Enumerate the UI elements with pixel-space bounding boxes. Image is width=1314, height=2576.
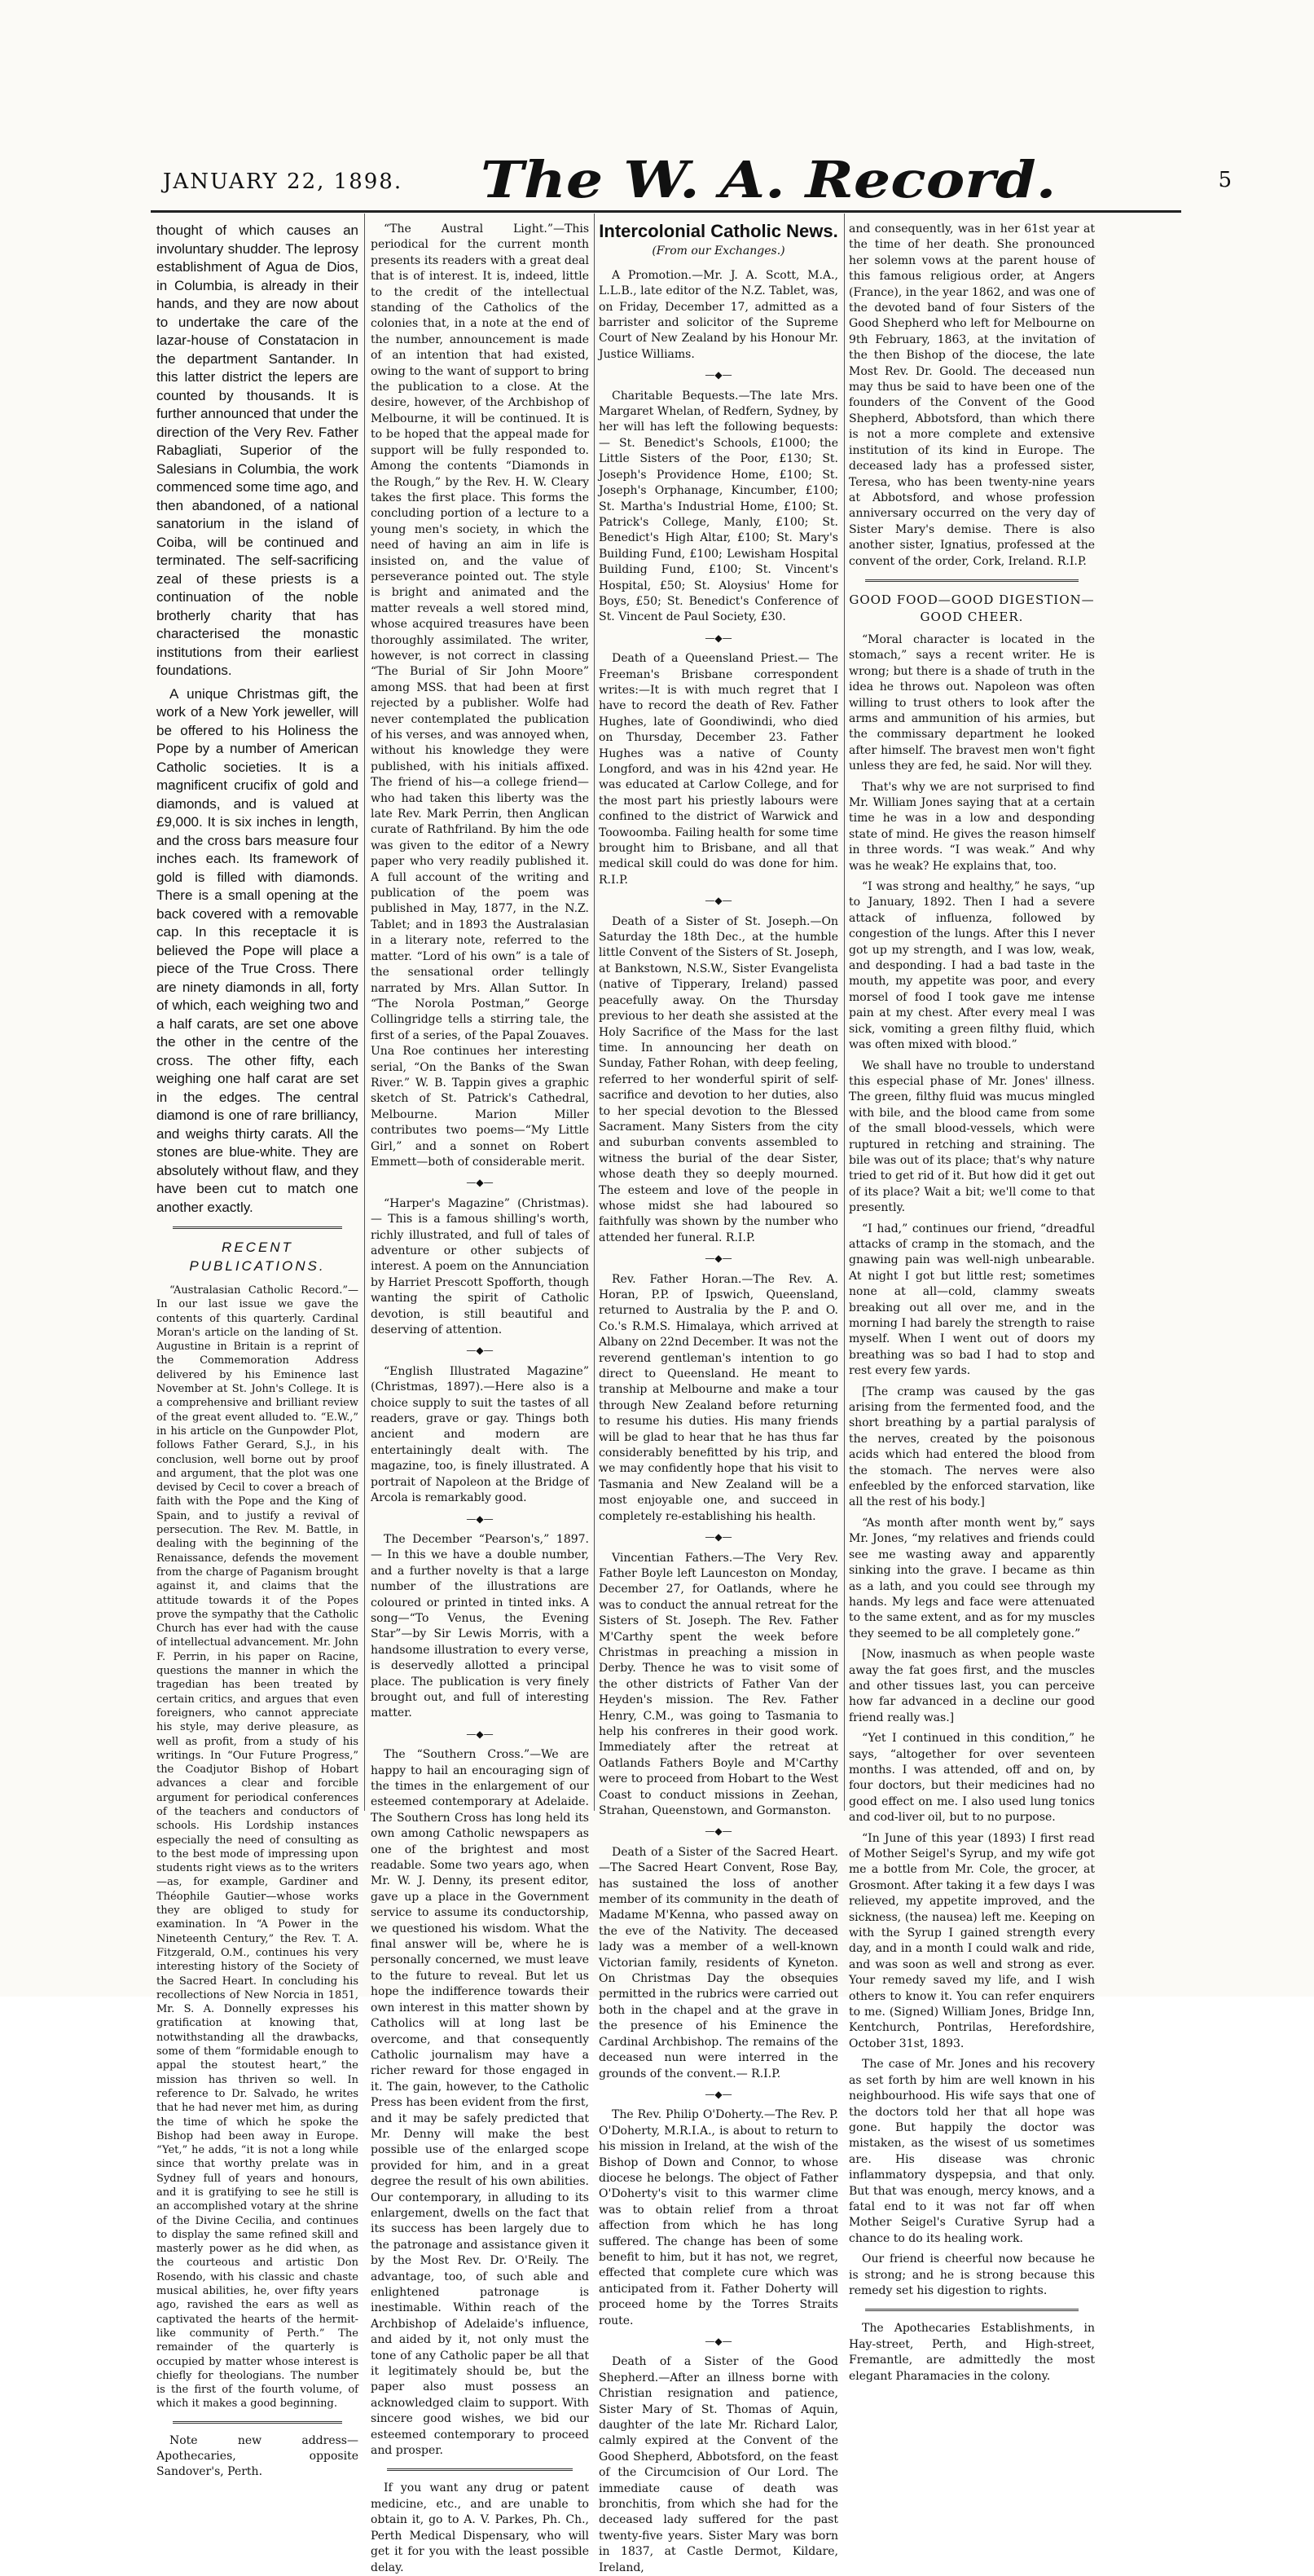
harpers-review: “Harper's Magazine” (Christmas).— This is a famous shilling's worth, richly illustrated, and full of tales of adventure or other subjects of interest. A poem on the Annunciation by Harriet Prescott Spofforth, though wanting the spirit of Catholic devotion, is still beautiful and deserving of attention. [371, 1196, 589, 1337]
article-paragraph: [Now, inasmuch as when people waste away the fat goes first, and the muscles and other tissues last, you can perceive how far advanced in a decline our good friend really was.] [849, 1648, 1095, 1724]
page-header [98, 150, 1238, 210]
ornament-separator: —◆— [466, 1177, 494, 1189]
section-divider [865, 579, 1079, 582]
christmas-gift-paragraph: A unique Christmas gift, the work of a New York jeweller, will be offered to his Holiness the Pope by a number of American Catholic societies. It is a magnificent crucifix of gold and diamonds, and is valued at £9,000. It is six inches in length, and the cross bars measure four inches each. Its framework of gold is filled with diamonds. There is a small opening at the back covered with a removable cap. In this receptacle it is believed the Pope will place a piece of the True Cross. There are ninety diamonds in all, forty of which, each weighing two and a half carats, are set one above the other in the centre of the cross. The other fifty, each weighing one half carat are set in the edges. The central diamond is one of rare brilliancy, and weighs thirty carats. All the stones are blue-white. They are absolutely without flaw, and they have been cut to match one another exactly. [156, 685, 358, 1215]
news-item: The Rev. Philip O'Doherty.—The Rev. P. O'Doherty, M.R.I.A., is about to return to his mission in Ireland, at the wish of the Bishop of Down and Connor, to whose diocese he belongs. The object of Father O'Doherty's visit to this warmer clime was to obtain relief from a throat affection from which he has long suffered. The change has been of some benefit to him, but it has not, we regret, effected that complete cure which was anticipated from it. Father Doherty will proceed home by the Torres Straits route. [599, 2108, 838, 2327]
parkes-advertisement: If you want any drug or patent medicine, etc., and are unable to obtain it, go to A. V. Parkes, Ph. Ch., Perth Medical Dispensary, who will get it for you with the least possible delay. [371, 2481, 589, 2574]
column-divider [844, 214, 845, 1811]
ornament-separator: —◆— [705, 1531, 732, 1543]
ornament-separator: —◆— [705, 2336, 732, 2347]
exchanges-subtitle: (From our Exchanges.) [652, 244, 785, 258]
article-paragraph: “Yet I continued in this condition,” he says, “altogether for over seventeen months. I was attended, off and on, by four doctors, but their medicines had no good effect on me. I also used lung tonics and cod-liver oil, but to no purpose. [849, 1732, 1095, 1825]
article-paragraph: “I had,” continues our friend, “dreadful attacks of cramp in the stomach, and the gnawing pain was well-nigh unbearable. At night I got but little rest; sometimes none at all—cold, clammy sweats breaking out all over me, and in the morning I had barely the strength to raise myself. When I went out of doors my breathing was so bad I had to stop and rest every few yards. [849, 1222, 1095, 1378]
page-number: 5 [1218, 168, 1232, 192]
column-divider [364, 214, 365, 1811]
news-item: Death of a Sister of the Good Shepherd.—After an illness borne with Christian resignation and patience, Sister Mary of St. Thomas of Aquin, daughter of the late Mr. Richard Lalor, calmly expired at the Convent of the Good Shepherd, Abbotsford, on the feast of the Circumcision of Our Lord. The immediate cause of death was bronchitis, from which she had for the deceased lady suffered for the past twenty-five years. Sister Mary was born in 1837, at Castle Dermot, Kildare, Ireland, [599, 2355, 838, 2574]
article-paragraph: Our friend is cheerful now because he is strong; and he is strong because this remedy set his digestion to rights. [849, 2252, 1095, 2297]
news-item: A Promotion.—Mr. J. A. Scott, M.A., L.L.B., late editor of the N.Z. Tablet, was, on Friday, December 17, admitted as a barrister and solicitor of the Supreme Court of New Zealand by his Honour Mr. Justice Williams. [599, 268, 838, 361]
column-3 [599, 221, 838, 2574]
article-paragraph: “Moral character is located in the stomach,” says a recent writer. He is wrong; but there is a shade of truth in the idea he throws out. Napoleon was often willing to trust others to look after the arms and ammunition of his armies, but the commissary department he looked after himself. The bravest men won't fight unless they are fed, he said. Nor will they. [849, 632, 1095, 773]
ornament-separator: —◆— [466, 1728, 494, 1740]
section-divider [387, 2468, 573, 2471]
ornament-separator: —◆— [705, 2088, 732, 2100]
column-2 [371, 222, 589, 2574]
southern-cross-review: The “Southern Cross.”—We are happy to hail an encouraging sign of the times in the enlargement of our esteemed contemporary at Adelaide. The Southern Cross has long held its own among Catholic newspapers as one of the brightest and most readable. Some two years ago, when Mr. W. J. Denny, its present editor, gave up a place in the Government service to assume its conductorship, we questioned his wisdom. What the final answer will be, where he is personally concerned, we must leave to the future to reveal. But let us hope the indifference towards their own interest in this matter shown by Catholics will at long last be overcome, and that consequently Catholic journalism may have a richer reward for those engaged in it. The gain, however, to the Catholic Press has been evident from the first, and it may be safely predicted that Mr. Denny will make the best possible use of the enlarged scope provided for him, and in a great degree the result of his own abilities. Our contemporary, in alluding to its enlargement, dwells on the fact that its success has been largely due to the patronage and assistance given it by the Most Rev. Dr. O'Reily. The advantage, too, of such able and enlightened patronage is inestimable. Within reach of the Archbishop of Adelaide's influence, and aided by it, not only must the tone of any Catholic paper be all that it legitimately should be, but the paper also must possess an acknowledged claim to support. With sincere good wishes, we bid our esteemed contemporary to proceed and prosper. [371, 1748, 589, 2458]
pearsons-review: The December “Pearson's,” 1897.— In this we have a double number, and a further novelty is that a large number of the illustrations are coloured or printed in tinted inks. A song—“To Venus, the Evening Star”—by Sir Lewis Morris, with a handsome illustration to every verse, is deservedly allotted a principal place. The publication is very finely brought out, and full of interesting matter. [371, 1532, 589, 1720]
column-divider [594, 214, 595, 1811]
article-paragraph: [The cramp was caused by the gas arising from the fermented food, and the short breathing by a partial paralysis of the nerves, created by the poisonous acids which had entered the blood from the stomach. The nerves were also enfeebled by the enforced starvation, like all the rest of his body.] [849, 1385, 1095, 1509]
issue-date: JANUARY 22, 1898. [163, 170, 403, 194]
ornament-separator: —◆— [705, 1253, 732, 1265]
article-paragraph: “As month after month went by,” says Mr. Jones, “my relatives and friends could see me wasting away and apparently sinking into the grave. I became as thin as a lath, and you could see through my hands. My legs and face were attenuated to the same extent, and as for my muscles they seemed to be all completely gone.” [849, 1516, 1095, 1640]
section-divider [173, 1226, 342, 1229]
recent-publications-heading: RECENT PUBLICATIONS. [189, 1240, 326, 1274]
austral-light-review: “The Austral Light.”—This periodical for the current month presents its readers with a great deal that is of interest. It is, indeed, little to the credit of the intellectual standing of the Catholics of the colonies that, in a note at the end of the number, announcement is made of an intention that had existed, owing to the want of support to bring the publication to a close. At the desire, however, of the Archbishop of Melbourne, it will be continued. It is to be hoped that the appeal made for support will be fully responded to. Among the contents “Diamonds in the Rough,” by the Rev. H. W. Cleary takes the first place. This forms the concluding portion of a lecture to a young men's society, in which the need of having an aim in life is insisted on, and the value of perseverance pointed out. The style is bright and animated and the matter reveals a well stored mind, whose acquired treasures have been thoroughly assimilated. The writer, however, is not correct in classing “The Burial of Sir John Moore” among MSS. that had been at first rejected by a publisher. Wolfe had never contemplated the publication of his verses, and was annoyed when, without his knowledge they were published, with his initials affixed. The friend of his—a college friend—who had taken this liberty was the late Rev. Mark Perrin, then Anglican curate of Rathfriland. By him the ode was given to the editor of a Newry paper who very readily published it. A full account of the writing and publication of the poem was published in May, 1877, in the N.Z. Tablet; and in 1893 the Australasian in a literary note, referred to the matter. “Lord of his own” is a tale of the sensational order tellingly narrated by Mrs. Allan Suttor. In “The Norola Postman,” George Collingridge tells a stirring tale, the first of a series, of the Papal Zouaves. Una Roe continues her interesting serial, “On the Banks of the Swan River.” W. B. Tappin gives a graphic sketch of St. Patrick's Cathedral, Melbourne. Marion Miller contributes two poems—“My Little Girl,” and a sonnet on Robert Emmett—both of considerable merit. [371, 222, 589, 1169]
column-1 [156, 222, 358, 2478]
intercolonial-news-title: Intercolonial Catholic News. [599, 221, 838, 241]
news-item: Charitable Bequests.—The late Mrs. Margaret Whelan, of Redfern, Sydney, by her will has left the following bequests:— St. Benedict's Schools, £1000; the Little Sisters of the Poor, £130; St. Joseph's Providence Home, £100; St. Joseph's Orphanage, Kincumber, £100; St. Martha's Industrial Home, £100; St. Patrick's College, Manly, £100; St. Benedict's High Altar, £100; St. Mary's Building Fund, £100; Lewisham Hospital Building Fund, £100; St. Vincent's Hospital, £50; St. Aloysius' Home for Boys, £50; St. Benedict's Conference of St. Vincent de Paul Society, £30. [599, 389, 838, 624]
header-rule [151, 210, 1181, 213]
news-item: Rev. Father Horan.—The Rev. A. Horan, P.P. of Ipswich, Queensland, returned to Australia by the P. and O. Co.'s R.M.S. Himalaya, which arrived at Albany on 22nd December. It was not the reverend gentleman's intention to go direct to Queensland. He meant to tranship at Melbourne and make a tour through New Zealand before returning to resume his duties. His many friends will be glad to hear that he has thus far considerably benefitted by his trip, and we may confidently hope that his visit to Tasmania and New Zealand will be a most enjoyable one, and succeed in completely re-establishing his health. [599, 1272, 838, 1523]
masthead-title: The W. A. Record. [481, 150, 1057, 209]
ornament-separator: —◆— [705, 895, 732, 907]
article-paragraph: That's why we are not surprised to find Mr. William Jones saying that at a certain time he was in a low and desponding state of mind. He gives the reason himself in three words. “I was weak.” And why was he weak? He explains that, too. [849, 780, 1095, 873]
ornament-separator: —◆— [705, 632, 732, 644]
column-4 [849, 222, 1095, 2383]
address-note: Note new address—Apothecaries, opposite Sandover's, Perth. [156, 2433, 358, 2478]
good-shepherd-continued: and consequently, was in her 61st year at the time of her death. She pronounced her solemn vows at the parent house of this famous religious order, at Angers (France), in the year 1862, and was one of the devoted band of four Sisters of the Good Shepherd who left for Melbourne on 9th February, 1863, at the invitation of the then Bishop of the diocese, the late Most Rev. Dr. Goold. The deceased nun may thus be said to have been one of the founders of the Convent of the Good Shepherd, Abbotsford, than which there is not a more complete and extensive institution of its kind in Europe. The deceased lady has a professed sister, Teresa, who has been twenty-nine years at Abbotsford, and whose profession anniversary occurred on the very day of Sister Mary's demise. There is also another sister, Ignatius, professed at the convent of the order, Cork, Ireland. R.I.P. [849, 222, 1095, 568]
news-item: Death of a Sister of the Sacred Heart.—The Sacred Heart Convent, Rose Bay, has sustained the loss of another member of its community in the death of Madame M'Kenna, who passed away on the eve of the Nativity. The deceased lady was a member of a well-known Victorian family, residents of Kyneton. On Christmas Day the obsequies permitted in the rubrics were carried out both in the chapel and at the grave in the presence of his Eminence the Cardinal Archbishop. The remains of the deceased nun were interred in the grounds of the convent.— R.I.P. [599, 1845, 838, 2081]
news-item: Death of a Queensland Priest.— The Freeman's Brisbane correspondent writes:—It is with much regret that I have to record the death of Rev. Father Hughes, late of Goondiwindi, who died on Thursday, December 23. Father Hughes was a native of County Longford, and was in his 42nd year. He was educated at Carlow College, and for the most part his priestly labours were confined to the district of Warwick and Toowoomba. Failing health for some time brought him to Brisbane, and all that medical skill could do was done for him. R.I.P. [599, 652, 838, 887]
article-paragraph: We shall have no trouble to understand this especial phase of Mr. Jones' illness. The green, filthy fluid was mucus mingled with bile, and the blood came from some of the small blood-vessels, which were ruptured in retching and straining. The bile was out of its place; that's why nature tried to get rid of it. But how did it get out of its place? Wait a bit; we'll come to that presently. [849, 1059, 1095, 1215]
ornament-separator: —◆— [466, 1345, 494, 1357]
section-divider [173, 2421, 342, 2424]
ornament-separator: —◆— [705, 369, 732, 381]
english-illustrated-review: “English Illustrated Magazine” (Christmas, 1897).—Here also is a choice supply to suit the tastes of all readers, grave or gay. Things both ancient and modern are entertainingly dealt with. The magazine, too, is finely illustrated. A portrait of Napoleon at the Bridge of Arcola is remarkably good. [371, 1364, 589, 1505]
news-item: Vincentian Fathers.—The Very Rev. Father Boyle left Launceston on Monday, December 27, for Oatlands, where he was to conduct the annual retreat for the Sisters of St. Joseph. The Rev. Father M'Carthy spent the week before Christmas in preaching a mission in Derby. Thence he was to visit some of the other districts of Father Van der Heyden's mission. The Rev. Father Henry, C.M., was going to Tasmania to help his confreres in their good work. Immediately after the retreat at Oatlands Fathers Boyle and M'Carthy were to proceed from Hobart to the West Coast to conduct missions in Zeehan, Strahan, Queenstown, and Gormanston. [599, 1551, 838, 1817]
article-paragraph: The case of Mr. Jones and his recovery as set forth by him are well known in his neighbourhood. His wife says that one of the doctors told her that all hope was gone. But happily the doctor was mistaken, as the wisest of us sometimes are. His disease was chronic inflammatory dyspepsia, and that only. But that was enough, mercy knows, and a fatal end to it was not far off when Mother Seigel's Curative Syrup had a chance to do its healing work. [849, 2058, 1095, 2245]
apothecaries-advertisement: The Apothecaries Establishments, in Hay-street, Perth, and High-street, Fremantle, are admittedly the most elegant Pharamacies in the colony. [849, 2322, 1095, 2383]
leprosy-paragraph: thought of which causes an involuntary shudder. The leprosy establishment of Agua de Dios, in Columbia, is already in their hands, and they are now about to undertake the care of the lazar-house of Constatacion in the department Santander. In this latter district the lepers are counted by thousands. It is further announced that under the direction of the Very Rev. Father Rabagliati, Superior of the Salesians in Columbia, the work commenced some time ago, and then abandoned, of a national sanatorium in the island of Coiba, will be continued and terminated. The self-sacrificing zeal of these priests is a continuation of the noble brotherly charity that has characterised the monastic institutions from their earliest foundations. [156, 222, 358, 678]
section-divider [865, 2309, 1079, 2311]
ornament-separator: —◆— [705, 1825, 732, 1838]
article-paragraph: “I was strong and healthy,” he says, “up to January, 1892. Then I had a severe attack of influenza, followed by congestion of the lungs. After this I never got up my strength, and I was low, weak, and desponding. I had a bad taste in the mouth, my appetite was poor, and every morsel of food I took gave me intense pain at my chest. After every meal I was sick, vomiting a green filthy fluid, which was often mixed with blood.” [849, 880, 1095, 1052]
good-food-heading: GOOD FOOD—GOOD DIGESTION— GOOD CHEER. [849, 592, 1095, 624]
article-paragraph: “In June of this year (1893) I first read of Mother Seigel's Syrup, and my wife got me a bottle from Mr. Cole, the grocer, at Grosmont. After taking it a few days I was relieved, my appetite improved, and the sickness, (the nausea) left me. Keeping on with the Syrup I gained strength every day, and in a month I could walk and ride, and was soon as well and strong as ever. Your remedy saved my life, and I wish others to know it. You can refer enquirers to me. (Signed) William Jones, Bridge Inn, Kentchurch, Pontrilas, Herefordshire, October 31st, 1893. [849, 1831, 1095, 2050]
news-item: Death of a Sister of St. Joseph.—On Saturday the 18th Dec., at the humble little Convent of the Sisters of St. Joseph, at Bankstown, N.S.W., Sister Evangelista (native of Tipperary, Ireland) passed peacefully away. On the Thursday previous to her death she assisted at the Holy Sacrifice of the Mass for the last time. In announcing her death on Sunday, Father Rohan, with deep feeling, referred to her wonderful spirit of self-sacrifice and devotion to her duties, also to her special devotion to the Blessed Sacrament. Many Sisters from the city and suburban convents assembled to witness the burial of the dear Sister, whose death they so deeply mourned. The esteem and love of the people in whose midst she had laboured so faithfully was shown by the number who attended her funeral. R.I.P. [599, 914, 838, 1244]
ornament-separator: —◆— [466, 1513, 494, 1525]
catholic-record-review: “Australasian Catholic Record.”— In our last issue we gave the contents of this quarterly. Cardinal Moran's article on the landing of St. Augustine in Britain is a reprint of the Commemoration Address delivered by his Eminence last November at St. John's College. It is a comprehensive and brilliant review of the great event alluded to. “E.W.,” in his article on the Gunpowder Plot, follows Father Gerard, S.J., in his conclusion, well borne out by proof and argument, that the plot was one devised by Cecil to cover a breach of faith with the Pope and the King of Spain, and to justify a revival of persecution. The Rev. M. Battle, in dealing with the beginning of the Renaissance, defends the movement from the charge of Paganism brought against it, and claims that the attitude towards it of the Popes prove the sympathy that the Catholic Church has ever had with the cause of intellectual advancement. Mr. John F. Perrin, in his paper on Racine, questions the manner in which the tragedian has been treated by certain critics, and argues that even foreigners, who cannot appreciate his style, may derive pleasure, as well as profit, from a study of his writings. In “Our Future Progress,” the Coadjutor Bishop of Hobart advances a clear and forcible argument for periodical conferences of the teachers and conductors of schools. His Lordship instances especially the need of consulting as to the best mode of impressing upon students right views as to the writers—as, for example, Gardiner and Théophile Gautier—whose works they are obliged to study for examination. In “A Power in the Nineteenth Century,” the Rev. T. A. Fitzgerald, O.M., continues his very interesting history of the Society of the Sacred Heart. In concluding his recollections of New Norcia in 1851, Mr. S. A. Donnelly expresses his gratification at knowing that, notwithstanding all the drawbacks, some of them “formidable enough to appal the stoutest heart,” the mission has thriven so well. In reference to Dr. Salvado, he writes that he had never met him, as during the time of which he spoke the Bishop had been away in Europe. “Yet,” he adds, “it is not a long while since that worthy prelate was in Sydney full of years and honours, and it is gratifying to see he still is an accomplished votary at the shrine of the Divine Cecilia, and continues to display the same refined skill and masterly power as he did when, as the courteous and artistic Don Rosendo, with his classic and chaste musical abilities, he, over fifty years ago, ravished the ears as well as captivated the hearts of the hermit-like community of Perth.” The remainder of the quarterly is occupied by matter whose interest is chiefly for theologians. The number is the first of the fourth volume, of which it makes a good beginning. [156, 1284, 358, 2411]
